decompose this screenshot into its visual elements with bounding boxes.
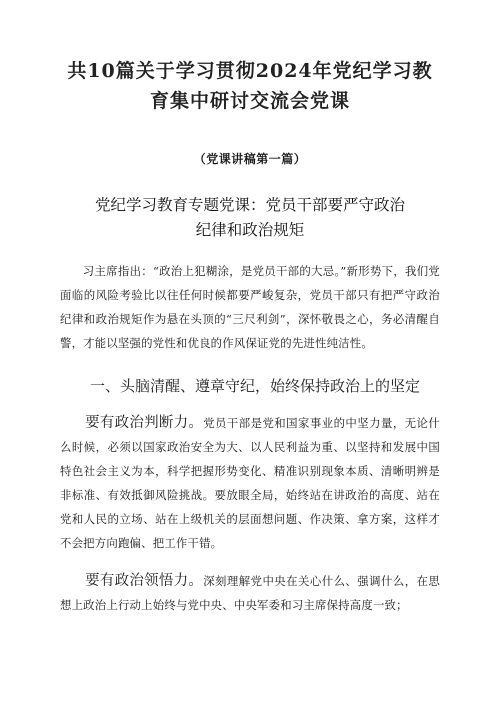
heading-1: 一、头脑清醒、遵章守纪，始终保持政治上的坚定 bbox=[90, 377, 421, 395]
paragraph-body: 党员干部是党和国家事业的中坚力量，无论什么时候，必须以国家政治安全为大、以人民利益为重、以坚持和发展中国特色社会主义为本，科学把握形势变化、精准识别现象本质、清晰明辨是非标准、有效抵御风险挑战。要放眼全局，始终站在讲政治的高度、站在党和人民的立场、站在上级机关的层面想问题、作决策、拿方案，这样才不会把方向跑偏、把工作干错。 bbox=[60, 416, 440, 550]
paragraph-political-comprehension bbox=[60, 569, 440, 617]
paragraph-body: 深刻理解党中央在关心什么、强调什么，在思想上政治上行动上始终与党中央、中央军委和习主席保持高度一致； bbox=[60, 574, 440, 612]
section-title-line-2: 纪律和政治规矩 bbox=[195, 221, 305, 239]
intro-paragraph: 习主席指出：“政治上犯糊涂，是党员干部的大忌。”新形势下，我们党面临的风险考验比以往任何时候都要严峻复杂，党员干部只有把严守政治纪律和政治规矩作为悬在头顶的“三尺利剑”，深怀敬畏之心，务必清醒自警，才能以坚强的党性和优良的作风保证党的先进性纯洁性。 bbox=[60, 264, 440, 350]
document-title bbox=[60, 56, 440, 116]
section-title-line-1: 党纪学习教育专题党课：党员干部要严守政治 bbox=[94, 196, 405, 214]
paragraph-lead: 要有政治判断力。 bbox=[85, 415, 204, 431]
paragraph-political-judgment bbox=[60, 411, 440, 555]
document-title-line-2: 育集中研讨交流会党课 bbox=[149, 90, 350, 112]
document-title-line-1: 共10篇关于学习贯彻2024年党纪学习教 bbox=[67, 60, 433, 82]
document-subtitle: （党课讲稿第一篇） bbox=[193, 152, 307, 166]
section-title bbox=[60, 193, 440, 243]
paragraph-lead: 要有政治领悟力。 bbox=[85, 573, 204, 589]
